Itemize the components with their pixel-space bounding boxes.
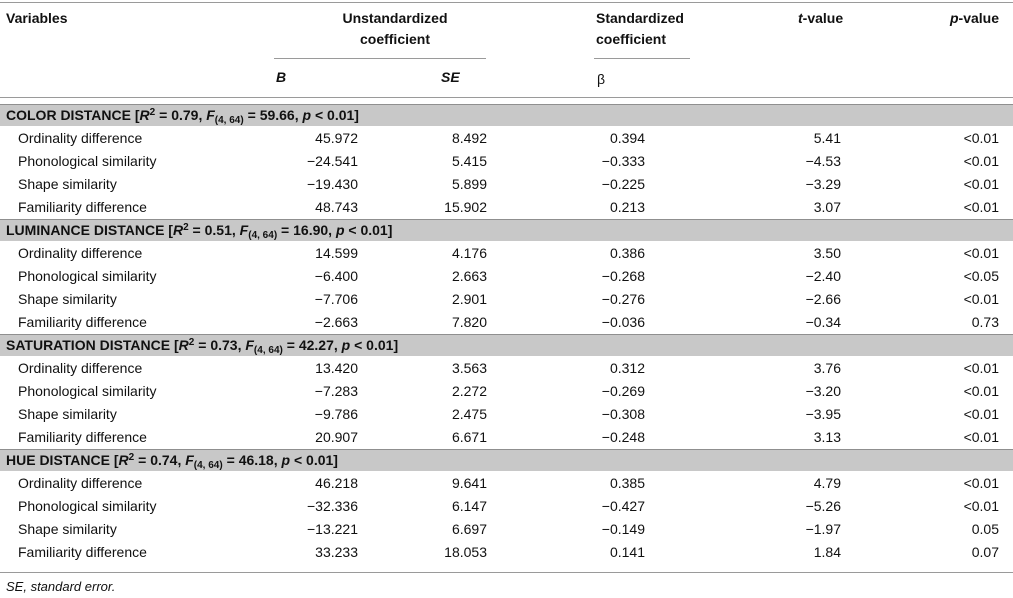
- header-p-value: [950, 8, 999, 29]
- beta-cell: 0.213: [609, 199, 645, 215]
- header-se: [441, 67, 460, 88]
- section-f: 16.90: [293, 222, 329, 238]
- t-value-cell: 1.84: [813, 544, 841, 560]
- variable-cell: Phonological similarity: [18, 153, 157, 169]
- section-p: < 0.01: [348, 222, 388, 238]
- t-value-cell: 5.41: [813, 130, 841, 146]
- header-b-text: B: [276, 69, 287, 85]
- t-value-cell: −5.26: [805, 498, 841, 514]
- b-cell: 33.233: [315, 544, 358, 560]
- p-value-cell: <0.01: [963, 498, 999, 514]
- b-cell: −2.663: [314, 314, 358, 330]
- section-f: 59.66: [259, 107, 295, 123]
- beta-cell: −0.036: [601, 314, 645, 330]
- variable-cell: Familiarity difference: [18, 544, 147, 560]
- se-cell: 6.697: [451, 521, 487, 537]
- header-t-italic: t: [798, 10, 803, 26]
- p-value-cell: <0.01: [963, 383, 999, 399]
- table-row: [0, 265, 1013, 288]
- header-beta: β: [597, 71, 606, 87]
- header-p-italic: p: [949, 10, 959, 26]
- variable-cell: Shape similarity: [18, 291, 117, 307]
- beta-cell: −0.225: [601, 176, 645, 192]
- header-p-rest: -value: [958, 10, 999, 26]
- t-value-cell: −4.53: [805, 153, 841, 169]
- t-value-cell: −3.20: [805, 383, 841, 399]
- header-t-rest: -value: [802, 10, 844, 26]
- se-cell: 2.475: [451, 406, 487, 422]
- p-value-cell: <0.01: [963, 130, 999, 146]
- header-unstandardized-line1: Unstandardized: [342, 10, 448, 26]
- b-cell: −24.541: [307, 153, 358, 169]
- variable-cell: Ordinality difference: [18, 130, 143, 146]
- beta-cell: −0.427: [601, 498, 645, 514]
- variable-cell: Ordinality difference: [18, 360, 143, 376]
- section-name: HUE DISTANCE: [6, 452, 110, 468]
- b-cell: −13.221: [307, 521, 358, 537]
- variable-cell: Ordinality difference: [18, 245, 143, 261]
- t-value-cell: 3.50: [813, 245, 841, 261]
- table-row: [0, 357, 1013, 380]
- table-row: [0, 518, 1013, 541]
- se-cell: 6.671: [451, 429, 487, 445]
- t-value-cell: −0.34: [805, 314, 841, 330]
- p-value-cell: <0.01: [963, 406, 999, 422]
- section-r2: 0.79: [171, 107, 199, 123]
- p-value-cell: <0.01: [963, 176, 999, 192]
- table-row: [0, 472, 1013, 495]
- table-row: [0, 288, 1013, 311]
- section-r2: 0.73: [210, 337, 238, 353]
- table-row: [0, 173, 1013, 196]
- section-header: [0, 104, 1013, 126]
- se-cell: 15.902: [444, 199, 487, 215]
- bottom-rule: [0, 572, 1013, 573]
- table-row: [0, 426, 1013, 449]
- section-p: < 0.01: [354, 337, 394, 353]
- table-row: [0, 541, 1013, 564]
- se-cell: 18.053: [444, 544, 487, 560]
- section-header: [0, 449, 1013, 471]
- table-row: [0, 196, 1013, 219]
- table-row: [0, 127, 1013, 150]
- table-row: [0, 495, 1013, 518]
- header-standardized: [596, 8, 684, 50]
- variable-cell: Shape similarity: [18, 406, 117, 422]
- b-cell: −6.400: [314, 268, 358, 284]
- b-cell: −32.336: [307, 498, 358, 514]
- p-value-cell: 0.73: [971, 314, 999, 330]
- b-cell: −7.706: [314, 291, 358, 307]
- section-label: SATURATION DISTANCE [$R^2 = 0.73$, $F_{(4, 64)} = 42.27$, p < 0.01]: [6, 337, 399, 356]
- header-rule: [0, 97, 1013, 98]
- p-value-cell: <0.01: [963, 245, 999, 261]
- table-row: [0, 311, 1013, 334]
- unstandardized-subrule: [274, 58, 486, 59]
- b-cell: 13.420: [315, 360, 358, 376]
- t-value-cell: 3.13: [813, 429, 841, 445]
- b-cell: 46.218: [315, 475, 358, 491]
- t-value-cell: 3.76: [813, 360, 841, 376]
- t-value-cell: −2.40: [805, 268, 841, 284]
- variable-cell: Familiarity difference: [18, 199, 147, 215]
- variable-cell: Familiarity difference: [18, 314, 147, 330]
- t-value-cell: 4.79: [813, 475, 841, 491]
- section-p: < 0.01: [314, 107, 355, 123]
- p-value-cell: 0.07: [971, 544, 999, 560]
- section-name: SATURATION DISTANCE: [6, 337, 171, 353]
- se-cell: 3.563: [451, 360, 487, 376]
- header-unstandardized-line2: coefficient: [359, 31, 430, 47]
- b-cell: 48.743: [315, 199, 358, 215]
- section-label: LUMINANCE DISTANCE [$R^2 = 0.51$, $F_{(4, 64)} = 16.90$, p < 0.01]: [6, 222, 393, 241]
- section-r2: 0.51: [204, 222, 232, 238]
- se-cell: 8.492: [451, 130, 487, 146]
- b-cell: −9.786: [314, 406, 358, 422]
- beta-cell: −0.149: [601, 521, 645, 537]
- header-se-text: SE: [441, 69, 460, 85]
- section-name: COLOR DISTANCE: [6, 107, 131, 123]
- p-value-cell: 0.05: [971, 521, 999, 537]
- b-cell: 20.907: [315, 429, 358, 445]
- p-value-cell: <0.01: [963, 153, 999, 169]
- t-value-cell: −2.66: [805, 291, 841, 307]
- section-p: < 0.01: [293, 452, 334, 468]
- variable-cell: Ordinality difference: [18, 475, 143, 491]
- p-value-cell: <0.01: [963, 291, 999, 307]
- table-row: [0, 242, 1013, 265]
- beta-cell: 0.385: [609, 475, 645, 491]
- variable-cell: Familiarity difference: [18, 429, 147, 445]
- top-rule: [0, 2, 1013, 3]
- section-df: 4, 64: [251, 230, 274, 241]
- beta-cell: −0.276: [601, 291, 645, 307]
- beta-cell: 0.386: [609, 245, 645, 261]
- se-cell: 2.663: [451, 268, 487, 284]
- se-cell: 7.820: [451, 314, 487, 330]
- beta-cell: 0.394: [609, 130, 645, 146]
- b-cell: −19.430: [307, 176, 358, 192]
- t-value-cell: 3.07: [813, 199, 841, 215]
- table-row: [0, 380, 1013, 403]
- header-b: [276, 67, 286, 88]
- standardized-subrule: [594, 58, 690, 59]
- section-label: HUE DISTANCE [$R^2 = 0.74$, $F_{(4, 64)} = 46.18$, p < 0.01]: [6, 452, 338, 471]
- beta-cell: −0.269: [601, 383, 645, 399]
- beta-cell: −0.248: [601, 429, 645, 445]
- se-cell: 5.899: [451, 176, 487, 192]
- section-label: COLOR DISTANCE [$R^2 = 0.79$, $F_{(4, 64)} = 59.66$, p < 0.01]: [6, 107, 359, 126]
- table-row: [0, 150, 1013, 173]
- section-df: 4, 64: [257, 345, 280, 356]
- beta-cell: −0.333: [601, 153, 645, 169]
- variable-cell: Phonological similarity: [18, 268, 157, 284]
- b-cell: 45.972: [315, 130, 358, 146]
- section-df: 4, 64: [197, 460, 220, 471]
- p-value-cell: <0.01: [963, 360, 999, 376]
- beta-cell: 0.312: [609, 360, 645, 376]
- header-t-value: [798, 8, 843, 29]
- section-f: 46.18: [238, 452, 274, 468]
- p-value-cell: <0.01: [963, 429, 999, 445]
- t-value-cell: −3.29: [805, 176, 841, 192]
- footnote: SE, standard error.: [6, 579, 116, 594]
- p-value-cell: <0.01: [963, 199, 999, 215]
- header-unstandardized: [300, 8, 490, 50]
- t-value-cell: −1.97: [805, 521, 841, 537]
- b-cell: −7.283: [314, 383, 358, 399]
- t-value-cell: −3.95: [805, 406, 841, 422]
- variable-cell: Phonological similarity: [18, 498, 157, 514]
- se-cell: 9.641: [451, 475, 487, 491]
- table-row: [0, 403, 1013, 426]
- se-cell: 2.901: [451, 291, 487, 307]
- section-df: 4, 64: [218, 115, 241, 126]
- section-name: LUMINANCE DISTANCE: [6, 222, 165, 238]
- p-value-cell: <0.01: [963, 475, 999, 491]
- se-cell: 2.272: [451, 383, 487, 399]
- beta-cell: 0.141: [609, 544, 645, 560]
- se-cell: 6.147: [451, 498, 487, 514]
- section-r2: 0.74: [150, 452, 178, 468]
- p-value-cell: <0.05: [963, 268, 999, 284]
- se-cell: 4.176: [451, 245, 487, 261]
- variable-cell: Phonological similarity: [18, 383, 157, 399]
- header-variables: Variables: [6, 10, 68, 26]
- b-cell: 14.599: [315, 245, 358, 261]
- section-f: 42.27: [298, 337, 334, 353]
- header-standardized-line1: Standardized: [596, 10, 684, 26]
- section-header: [0, 334, 1013, 356]
- variable-cell: Shape similarity: [18, 176, 117, 192]
- se-cell: 5.415: [451, 153, 487, 169]
- beta-cell: −0.268: [601, 268, 645, 284]
- beta-cell: −0.308: [601, 406, 645, 422]
- section-header: [0, 219, 1013, 241]
- variable-cell: Shape similarity: [18, 521, 117, 537]
- header-standardized-line2: coefficient: [596, 31, 667, 47]
